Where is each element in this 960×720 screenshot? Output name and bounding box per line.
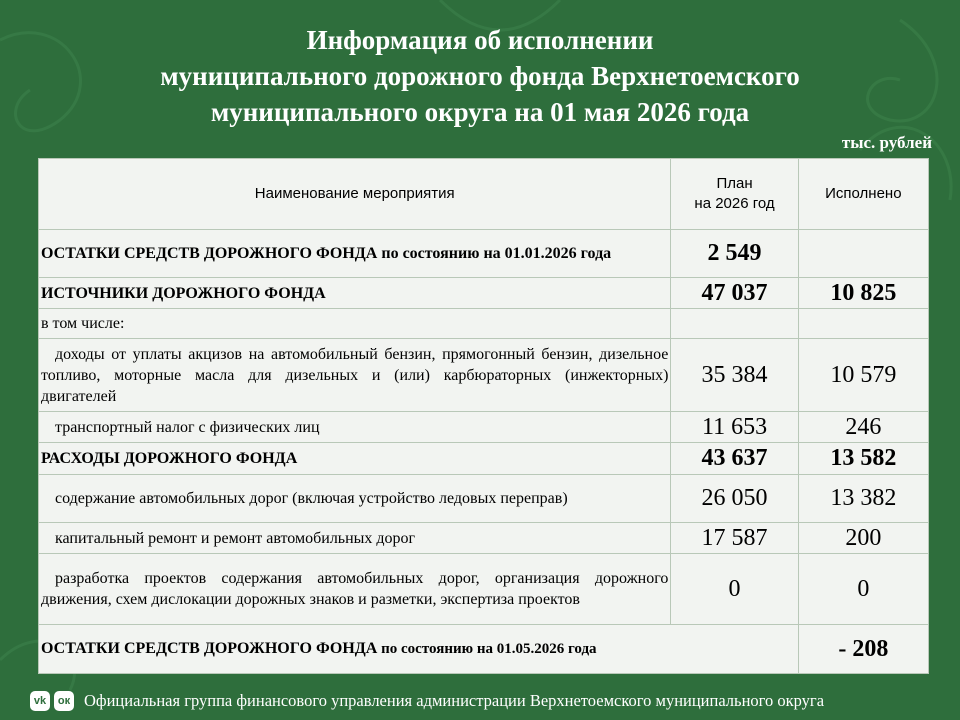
table-row xyxy=(39,412,929,443)
table-row xyxy=(39,309,929,339)
row-plan: 43 637 xyxy=(671,443,798,475)
row-plan: 26 050 xyxy=(671,475,798,523)
row-plan: 35 384 xyxy=(671,339,798,412)
row-name-bold: ОСТАТКИ СРЕДСТВ ДОРОЖНОГО ФОНДА xyxy=(41,245,378,262)
row-name-rest: по состоянию на 01.01.2026 года xyxy=(377,245,612,262)
row-name: доходы от уплаты акцизов на автомобильный бензин, прямогонный бензин, дизельное топливо, моторные масла для дизельных и (или) карбюраторных (инжекторных) двигателей xyxy=(39,339,671,412)
row-plan: 17 587 xyxy=(671,523,798,554)
table-row xyxy=(39,339,929,412)
footer-text: Официальная группа финансового управления администрации Верхнетоемского муниципального округа xyxy=(84,691,825,711)
table-row xyxy=(39,278,929,309)
row-done: 200 xyxy=(798,523,928,554)
row-plan: 11 653 xyxy=(671,412,798,443)
header-name: Наименование мероприятия xyxy=(39,159,671,230)
header-plan-line2: на 2026 год xyxy=(694,195,775,212)
row-name: ИСТОЧНИКИ ДОРОЖНОГО ФОНДА xyxy=(39,278,671,309)
header-plan xyxy=(671,159,798,230)
table-row xyxy=(39,554,929,625)
row-name: транспортный налог с физических лиц xyxy=(39,412,671,443)
table-row xyxy=(39,475,929,523)
row-plan: 2 549 xyxy=(671,230,798,278)
row-done: 10 825 xyxy=(798,278,928,309)
odnoklassniki-icon[interactable]: ок xyxy=(54,691,74,711)
row-name: РАСХОДЫ ДОРОЖНОГО ФОНДА xyxy=(39,443,671,475)
row-name: содержание автомобильных дорог (включая устройство ледовых переправ) xyxy=(39,475,671,523)
header-done: Исполнено xyxy=(798,159,928,230)
row-name: в том числе: xyxy=(39,309,671,339)
row-done xyxy=(798,309,928,339)
row-plan: 0 xyxy=(671,554,798,625)
row-name xyxy=(39,230,671,278)
row-done: 13 382 xyxy=(798,475,928,523)
title-line-1: Информация об исполнении xyxy=(306,25,654,55)
table-row xyxy=(39,443,929,475)
table-header-row xyxy=(39,159,929,230)
page-title xyxy=(0,22,960,130)
row-name: капитальный ремонт и ремонт автомобильных дорог xyxy=(39,523,671,554)
table-row xyxy=(39,230,929,278)
fund-table xyxy=(38,158,929,674)
row-name-bold: ОСТАТКИ СРЕДСТВ ДОРОЖНОГО ФОНДА xyxy=(41,640,378,657)
units-label: тыс. рублей xyxy=(841,133,932,152)
footer xyxy=(30,690,950,714)
table-row xyxy=(39,523,929,554)
row-done: 10 579 xyxy=(798,339,928,412)
row-done: 13 582 xyxy=(798,443,928,475)
vk-icon[interactable]: vk xyxy=(30,691,50,711)
title-line-2: муниципального дорожного фонда Верхнетоемского xyxy=(160,61,800,91)
table-row xyxy=(39,625,929,674)
header-plan-line1: План xyxy=(716,175,753,192)
row-name xyxy=(39,625,799,674)
title-line-3: муниципального округа на 01 мая 2026 года xyxy=(210,97,750,127)
row-plan: 47 037 xyxy=(671,278,798,309)
row-plan xyxy=(671,309,798,339)
row-done: 246 xyxy=(798,412,928,443)
row-done xyxy=(798,230,928,278)
row-done: 0 xyxy=(798,554,928,625)
row-done: - 208 xyxy=(798,625,928,674)
row-name-rest: по состоянию на 01.05.2026 года xyxy=(377,641,597,657)
row-name: разработка проектов содержания автомобильных дорог, организация дорожного движения, схем дислокации дорожных знаков и разметки, экспертиза проектов xyxy=(39,554,671,625)
